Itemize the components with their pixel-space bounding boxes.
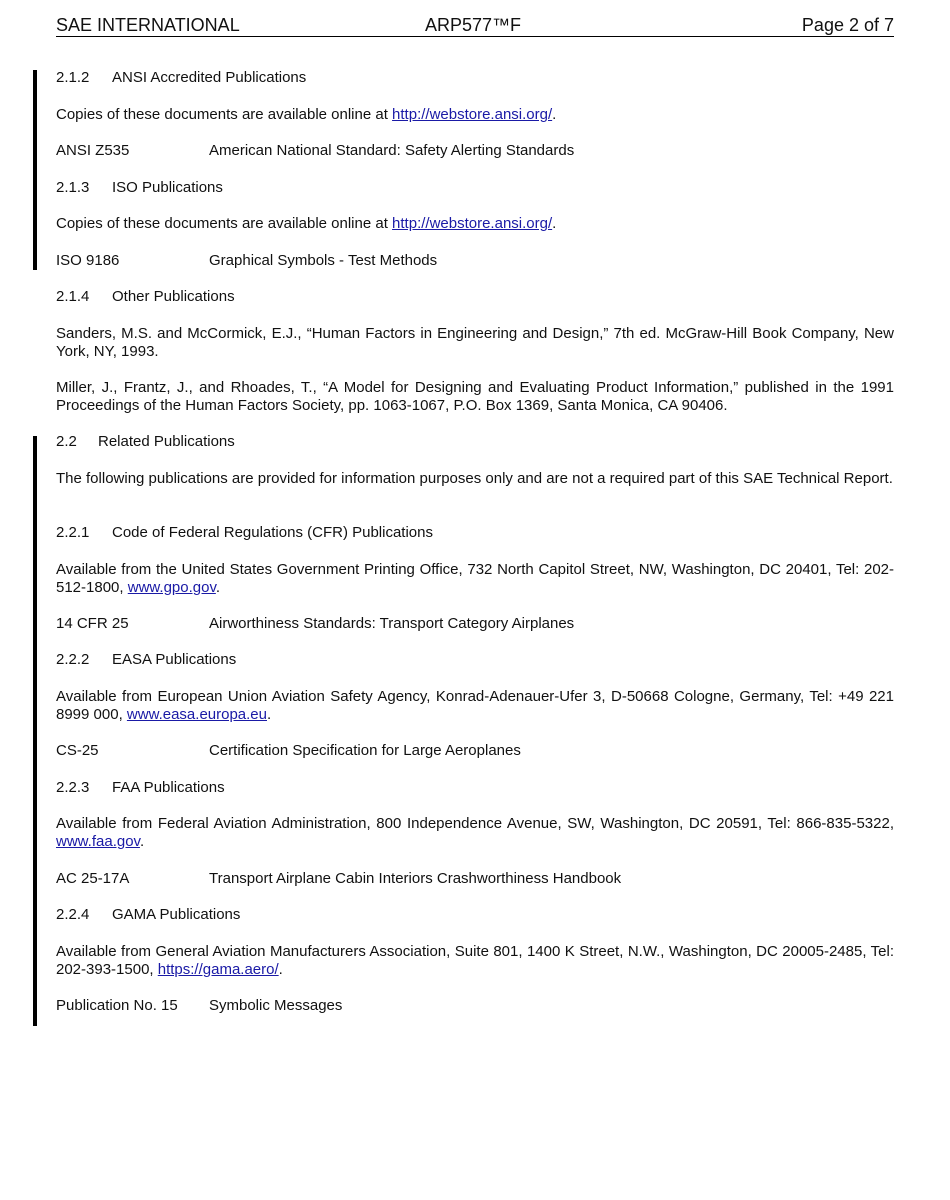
paragraph-ansi-availability: [56, 106, 894, 124]
section-number: 2.1.2: [56, 69, 90, 86]
reference-code: CS-25: [56, 742, 99, 759]
reference-title: Airworthiness Standards: Transport Category Airplanes: [209, 615, 575, 632]
section-title: Code of Federal Regulations (CFR) Publications: [112, 524, 433, 541]
paragraph-text: Available from General Aviation Manufacturers Association, Suite 801, 1400 K Street, N.W., Washington, DC 20005-2485, Tel: 202-393-1500,: [56, 943, 894, 978]
section-number: 2.2: [56, 433, 77, 450]
header-organization: SAE INTERNATIONAL: [56, 15, 240, 35]
reference-miller-frantz-rhoades: Miller, J., Frantz, J., and Rhoades, T., “A Model for Designing and Evaluating Product Information,” published in the 1991 Proceedings of the Human Factors Society, pp. 1063-1067, P.O. Box 1369, Santa Monica, CA 90406.: [56, 379, 894, 414]
section-number: 2.2.3: [56, 779, 90, 796]
period: .: [215, 579, 221, 596]
period: .: [267, 706, 272, 723]
reference-iso-9186: [56, 252, 894, 270]
paragraph-gpo-availability: [56, 561, 894, 597]
section-title: ISO Publications: [112, 179, 223, 196]
reference-title: Symbolic Messages: [209, 997, 343, 1014]
section-heading-2-1-3: [56, 179, 894, 197]
header-document-number: ARP577™F: [425, 15, 522, 35]
paragraph-text: Available from European Union Aviation Safety Agency, Konrad-Adenauer-Ufer 3, D-50668 Cologne, Germany, Tel: +49 221 8999 000,: [56, 688, 894, 723]
section-number: 2.1.4: [56, 288, 90, 305]
section-title: FAA Publications: [112, 779, 225, 796]
section-title: Related Publications: [98, 433, 235, 450]
reference-code: ISO 9186: [56, 252, 120, 269]
paragraph-text: Available from Federal Aviation Administration, 800 Independence Avenue, SW, Washington, DC 20591, Tel: 866-835-5322,: [56, 815, 894, 832]
period: .: [139, 833, 145, 850]
section-heading-2-2-1: [56, 524, 894, 542]
section-title: ANSI Accredited Publications: [112, 69, 307, 86]
reference-title: Certification Specification for Large Aeroplanes: [209, 742, 521, 759]
faa-link[interactable]: www.faa.gov: [56, 833, 140, 850]
section-heading-2-2-3: [56, 779, 894, 797]
period: .: [552, 215, 557, 232]
reference-title: American National Standard: Safety Alerting Standards: [209, 142, 575, 159]
period: .: [552, 106, 557, 123]
change-bar-1: [33, 70, 37, 270]
reference-ansi-z535: [56, 142, 894, 160]
section-heading-2-2-2: [56, 651, 894, 669]
section-heading-2-1-2: [56, 69, 894, 87]
iso-webstore-link[interactable]: http://webstore.ansi.org/: [392, 215, 553, 232]
reference-sanders-mccormick: Sanders, M.S. and McCormick, E.J., “Human Factors in Engineering and Design,” 7th ed. McGraw-Hill Book Company, New York, NY, 1993.: [56, 325, 894, 360]
section-title: GAMA Publications: [112, 906, 241, 923]
section-number: 2.2.2: [56, 651, 90, 668]
reference-code: AC 25-17A: [56, 870, 130, 887]
section-number: 2.1.3: [56, 179, 90, 196]
reference-code: 14 CFR 25: [56, 615, 129, 632]
gpo-link[interactable]: www.gpo.gov: [127, 579, 216, 596]
change-bar-2: [33, 436, 37, 1026]
paragraph-gama-availability: [56, 943, 894, 979]
paragraph-iso-availability: [56, 215, 894, 233]
paragraph-easa-availability: [56, 688, 894, 724]
gama-link[interactable]: https://gama.aero/: [157, 961, 279, 978]
header-page-number: Page 2 of 7: [801, 15, 894, 35]
paragraph-text: Available from the United States Government Printing Office, 732 North Capitol Street, NW, Washington, DC 20401, Tel: 202-512-1800,: [56, 561, 894, 596]
section-number: 2.2.4: [56, 906, 90, 923]
reference-gama-publication-15: [56, 997, 894, 1015]
reference-title: Graphical Symbols - Test Methods: [209, 252, 438, 269]
page-header: [56, 15, 894, 37]
reference-title: Transport Airplane Cabin Interiors Crashworthiness Handbook: [209, 870, 622, 887]
paragraph-text: Copies of these documents are available online at: [56, 106, 393, 123]
reference-code: ANSI Z535: [56, 142, 130, 159]
easa-link[interactable]: www.easa.europa.eu: [126, 706, 267, 723]
section-heading-2-2-4: [56, 906, 894, 924]
section-title: Other Publications: [112, 288, 235, 305]
section-heading-2-2: [56, 433, 894, 451]
reference-14-cfr-25: [56, 615, 894, 633]
period: .: [278, 961, 283, 978]
section-title: EASA Publications: [112, 651, 237, 668]
paragraph-faa-availability: [56, 815, 894, 851]
paragraph-related-intro: The following publications are provided for information purposes only and are not a required part of this SAE Technical Report.: [56, 470, 893, 487]
section-number: 2.2.1: [56, 524, 90, 541]
reference-cs-25: [56, 742, 894, 760]
ansi-webstore-link[interactable]: http://webstore.ansi.org/: [392, 106, 553, 123]
reference-ac-25-17a: [56, 870, 894, 888]
paragraph-text: Copies of these documents are available online at: [56, 215, 393, 232]
reference-code: Publication No. 15: [56, 997, 178, 1014]
section-heading-2-1-4: [56, 288, 894, 306]
